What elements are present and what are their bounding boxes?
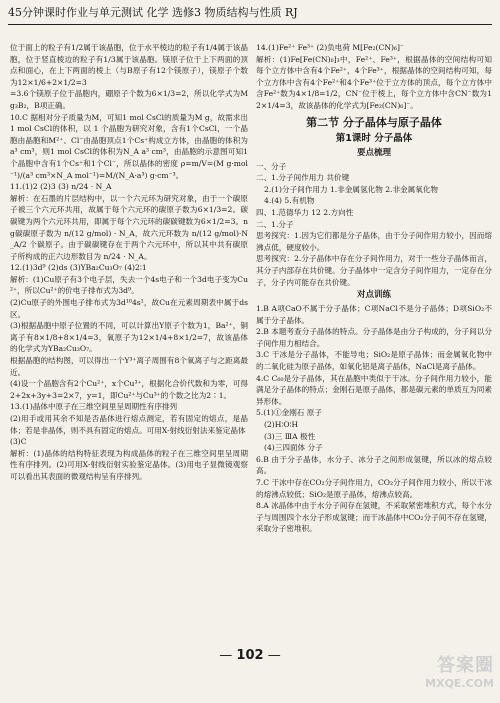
- text-line: 解析：在石墨的片层结构中，以一个六元环为研究对象，由于一个碳原子被三个六元环共用，故属于每个六元环的碳原子数为6×1/3=2。碳碳键为两个六元环共用，即属于每个六元环的碳碳键数为6×1/2=3。n g碳碳原子数为 n/(12 g/mol) · N_A，故六元环数为 n/(12 g/mol)·N_A/2 个碳原子。由于碳碳键存在于两个六元环中，所以其中共有碳原子所构成的正六边形数目为 n/24 · N_A。: [10, 193, 248, 261]
- practice-line: 5.(1)①金刚石 原子: [256, 408, 322, 418]
- practice-line: (2)H∶O∶H: [264, 420, 299, 430]
- key-point-line: 思考探究：2.分子晶体中存在分子间作用力，对于一些分子晶体而言，其分子内部存在共价键。分子晶体中一定含分子间作用力，一定存在分子，分子内可能存在共价键。: [256, 254, 492, 287]
- text-line: 13.(1)晶体中原子在三维空间里呈周期性有序排列: [10, 402, 178, 412]
- text-line: 11.(1)2 (2)3 (3) n/24 · N_A: [10, 182, 112, 192]
- text-line: 解析：(1)Cu原子有3个电子层，失去一个4s电子和一个3d电子变为Cu²⁺，所以Cu²⁺的价电子排布式为3d⁹。: [10, 274, 248, 296]
- key-point-line: 一、分子: [256, 161, 287, 171]
- key-point-line: 二、1.分子间作用力 共价键: [256, 173, 350, 183]
- text-line: (2)Cu原子的外围电子排布式为3d¹⁰4s¹，故Cu在元素周期表中属于ds区。: [10, 298, 248, 319]
- practice-line: 6.B 由于分子晶体，水分子、冰分子之间形成氢键，所以冰的熔点较高。: [256, 454, 492, 476]
- content-columns: [10, 42, 492, 648]
- key-point-line: 四、1.范德华力 12 2.方向性: [256, 207, 354, 217]
- text-line: =3.6个镁原子位于晶胞内，硼原子个数为6×1/3=2，所以化学式为Mg₃B₂，B项正确。: [10, 89, 248, 110]
- watermark-logo: [398, 655, 494, 699]
- practice-line: 1.B A项CaO不属于分子晶体；C项NaCl不是分子晶体；D项SiO₂不属于分子晶体。: [256, 304, 492, 325]
- text-line: 12.(1)3d⁹ (2)ds (3)YBa₂Cu₃O₇ (4)2∶1: [10, 263, 147, 273]
- practice-line: 8.A 冰晶体中由于水分子间存在氢键，不采取紧密堆积方式，每个水分子与周围四个水分子形成氢键；而干冰晶体中CO₂分子间不存在氢键，采取分子密堆积。: [256, 501, 492, 534]
- key-point-line: 2.(1)分子间作用力 1.非金属氢化物 2.非金属氧化物: [264, 184, 439, 194]
- text-line: (2)用手或用其余不知是否晶体进行熔点测定，若有固定的熔点，是晶体；若是非晶体，则不具有固定的熔点。可用X-射线衍射法来鉴定晶体: [10, 414, 248, 435]
- key-point-line: 4.(4) 5.有机物: [264, 196, 315, 206]
- text-line: (3)根据晶胞中原子位置的不同，可以计算出Y原子个数为1，Ba²⁺，铜离子有8×1/8+8×1/4=3，氧原子为12×1/4+8×1/2=7，故该晶体的化学式为YBa₂Cu₃O₇。: [10, 321, 248, 354]
- practice-line: 3.C 干冰是分子晶体，不能导电；SiO₂是原子晶体；而金属氧化物中的二氧化硅为原子晶体，如氧化铝是离子晶体，NaCl是离子晶体。: [256, 350, 492, 372]
- key-point-line: 思考探究：1.因为它们都是分子晶体，由于分子间作用力较小，因而熔沸点低，硬度较小。: [256, 231, 492, 252]
- right-column: [256, 42, 492, 648]
- practice-line: 4.C C₆₀是分子晶体，其在晶胞中类似于干冰。分子间作用力较小，能满足分子晶体的特点；金刚石是原子晶体，都是碳元素的单质互为同素异形体。: [256, 373, 492, 406]
- text-line: 根据晶胞的结构图，可以得出一个Y³⁺离子周围有8个氧离子与之距离最近。: [10, 356, 248, 377]
- text-line: 位于面上的粒子有1/2属于该晶胞，位于水平棱边的粒子有1/4属于该晶胞，位于竖直棱边的粒子有1/3属于该晶胞。镁原子位于上下两面的顶点和面心，在上下两面的棱上（与B原子有12个镁原子），镁原子个数为12×1/6+2×1/2=3: [10, 43, 248, 87]
- text-line: 解析：(1)晶体的结构特征表现为构成晶体的粒子在三维空间里呈周期性有序排列。(2)可用X-射线衍射实验鉴定晶体。(3)用电子显微镜观察可以看出其表面的微观结构呈有序排列。: [10, 448, 248, 481]
- practice-line: 7.C 干冰中存在CO₂分子间作用力，CO₂分子间作用力较小，所以干冰的熔沸点较低；SiO₂是原子晶体，熔沸点较高。: [256, 478, 492, 499]
- text-line: 解析：(1)Fe[Fe(CN)₆]₃中，Fe²⁺、Fe³⁺，根据晶体的空间结构可知每个立方体中含有4个Fe²⁺，4个Fe³⁺，根据晶体的空间结构可知，每个立方体中含有4个Fe²⁺和4个Fe³⁺位于立方体的顶点，每个立方体中含Fe²⁺数为4×1/8=1/2，CN⁻位于棱上，每个立方体中含CN⁻数为12×1/4=3，故该晶体的化学式为[Fe₂(CN)₆]⁻。: [256, 54, 492, 110]
- watermark-url: MXQE.COM: [425, 677, 494, 690]
- section-title: 第二节 分子晶体与原子晶体: [306, 115, 442, 129]
- watermark-logo-text: 答案圈: [437, 655, 494, 676]
- key-points-title: 要点梳理: [356, 147, 391, 158]
- left-column: [10, 42, 248, 648]
- practice-title: 对点训练: [356, 290, 391, 301]
- practice-line: (3)三 ⅢA 极性: [264, 431, 316, 441]
- practice-line: 2.B 本题考查分子晶体的特点。分子晶体是由分子构成的，分子间以分子间作用力相结合。: [256, 327, 492, 348]
- page-number: — 102 —: [0, 648, 500, 663]
- lesson-title: 第1课时 分子晶体: [335, 132, 413, 144]
- key-point-line: 二、1.分子: [256, 219, 294, 229]
- text-line: 10.C 据相对分子质量为M，可知1 mol CsCl的质量为M g，故需求出1 mol CsCl的体积，以 1 个晶胞为研究对象，含有1个CsCl，一个晶胞由晶胞和M²⁺、Cl⁻由晶胞顶点1个Cs⁺构成立方体，由晶胞的体积为a³ cm³，则1 mol CsCl的体积为N_A a³ cm³，由晶胞的示意图可知1个晶胞中含有1个Cs⁺和1个Cl⁻，所以晶体的密度 ρ=m/V=(M g·mol⁻¹)/(a³ cm³×N_A mol⁻¹)=M/(N_A·a³) g·cm⁻³。: [10, 112, 248, 180]
- text-line: (3)C: [10, 437, 27, 447]
- page-header: 45分钟课时作业与单元测试 化学 选修3 物质结构与性质 RJ: [8, 2, 492, 25]
- text-line: (4)设一个晶胞含有2个Cu²⁺，x个Cu³⁺，根据化合价代数和为零，可得2+2x+3y+3=2×7，y=1，即Cu²⁺与Cu³⁺的个数之比为2∶1。: [10, 379, 248, 400]
- text-line: 14.(1)Fe²⁺ Fe³⁺ (2)负电荷 M[Fe₂(CN)₆]⁻: [256, 43, 404, 52]
- practice-line: (4)三四面体 分子: [264, 443, 323, 453]
